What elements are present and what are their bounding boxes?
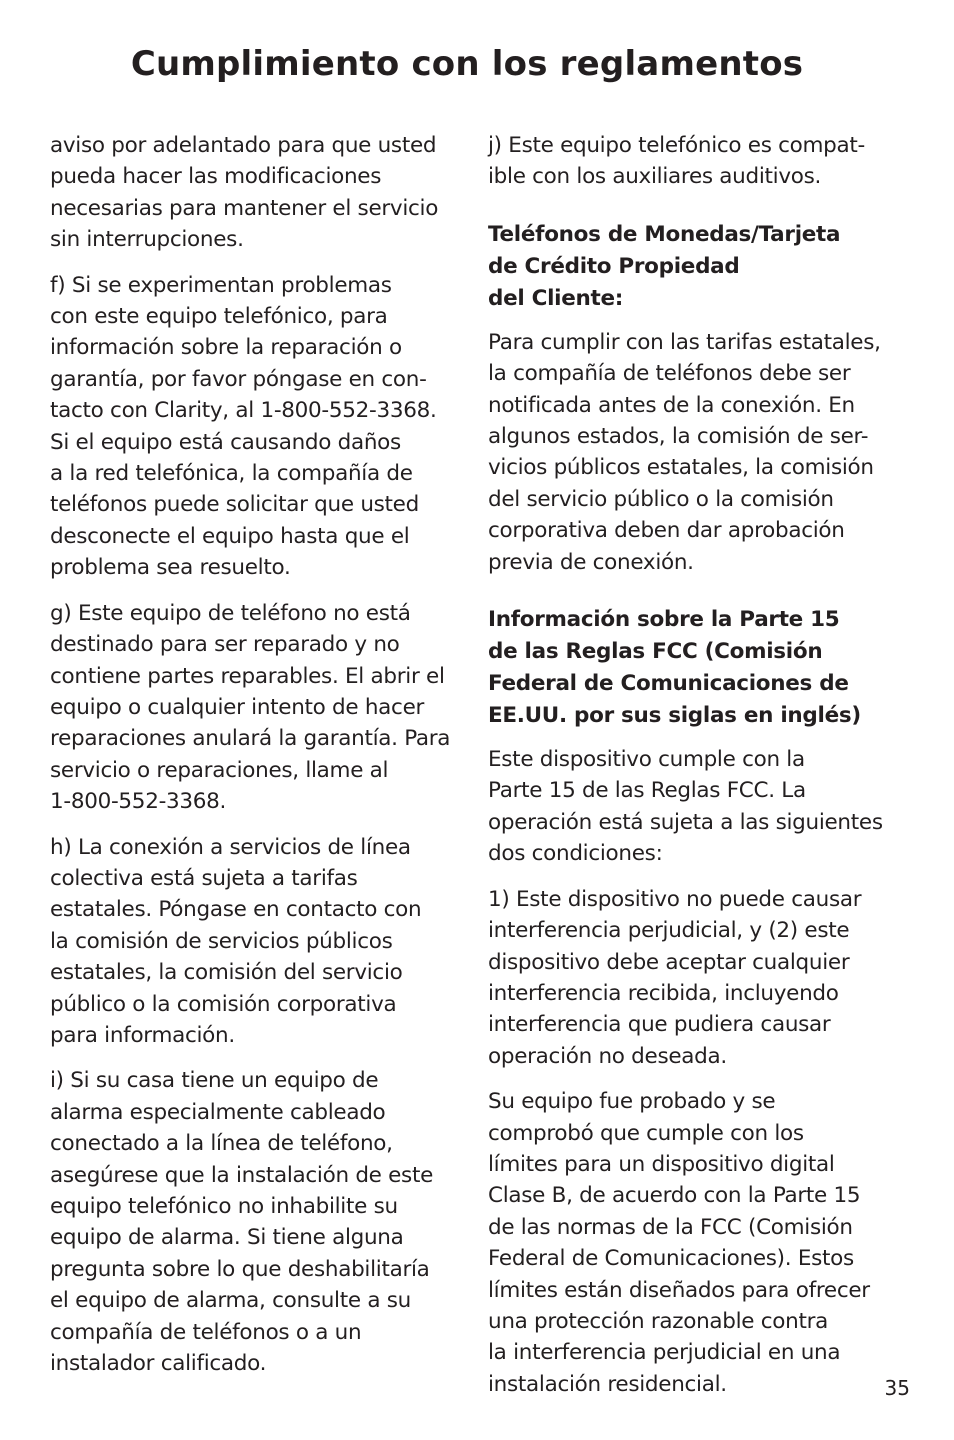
text-line: contiene partes reparables. El abrir el [50,663,445,689]
text-line: Información sobre la Parte 15 [488,607,840,633]
text-line: operación no deseada. [488,1043,727,1069]
paragraph-f-problems [50,270,450,584]
text-line: equipo telefónico no inhabilite su [50,1194,398,1219]
text-line: pregunta sobre lo que deshabilitaría [50,1256,430,1282]
text-line: EE.UU. por sus siglas en inglés) [488,703,861,729]
text-line: de Crédito Propiedad [488,253,740,279]
text-line: Clase B, de acuerdo con la Parte 15 [488,1183,861,1209]
text-line: público o la comisión corporativa [50,991,397,1017]
page-number: 35 [884,1376,910,1400]
text-line: estatales, la comisión del servicio [50,960,403,986]
text-line: Su equipo fue probado y se [488,1089,776,1115]
text-line: 1) Este dispositivo no puede causar [488,886,862,912]
text-line: interferencia que pudiera causar [488,1012,831,1038]
text-line: Teléfonos de Monedas/Tarjeta [488,221,841,247]
text-line: información sobre la reparación o [50,335,402,361]
text-line: Este dispositivo cumple con la [488,747,805,773]
text-line: comprobó que cumple con los [488,1120,804,1146]
text-line: previa de conexión. [488,549,694,575]
paragraph-i-alarm [50,1065,450,1379]
text-line: estatales. Póngase en contacto con [50,897,422,923]
text-line: la interferencia perjudicial en una [488,1340,841,1366]
text-line: problema sea resuelto. [50,555,291,581]
text-line: Para cumplir con las tarifas estatales, [488,329,881,355]
text-line: con este equipo telefónico, para [50,304,388,330]
paragraph-g-repairs [50,598,450,818]
text-line: asegúrese que la instalación de este [50,1162,434,1188]
text-line: a la red telefónica, la compañía de [50,461,413,487]
text-line: interferencia perjudicial, y (2) este [488,918,850,944]
text-line: 1-800-552-3368. [50,789,227,815]
text-line: h) La conexión a servicios de línea [50,834,411,860]
text-line: vicios públicos estatales, la comisión [488,455,874,481]
text-line: instalación residencial. [488,1371,727,1397]
text-line: destinado para ser reparado y no [50,632,400,658]
text-line: Parte 15 de las Reglas FCC. La [488,778,806,804]
text-line: límites están diseñados para ofrecer [488,1277,870,1303]
text-line: una protección razonable contra [488,1308,829,1334]
right-column [488,130,884,1414]
text-line: del servicio público o la comisión [488,486,834,512]
text-line: del Cliente: [488,285,624,311]
paragraph-j-hearing-aid [488,130,884,193]
text-line: algunos estados, la comisión de ser- [488,424,869,450]
text-line: dispositivo debe aceptar cualquier [488,949,850,975]
paragraph-continuation [50,130,450,256]
heading-coin-phones [488,219,884,315]
text-line: necesarias para mantener el servicio [50,195,439,221]
text-line: i) Si su casa tiene un equipo de [50,1068,379,1094]
heading-fcc-part-15 [488,604,884,732]
paragraph-fcc-conditions [488,884,884,1072]
text-line: equipo de alarma. Si tiene alguna [50,1225,404,1251]
text-line: la comisión de servicios públicos [50,928,393,954]
text-line: ible con los auxiliares auditivos. [488,164,822,190]
text-line: sin interrupciones. [50,227,244,253]
page-title: Cumplimiento con los reglamentos [130,44,804,84]
text-line: pueda hacer las modificaciones [50,164,382,190]
text-line: operación está sujeta a las siguientes [488,809,883,835]
text-line: Si el equipo está causando daños [50,429,401,455]
text-line: f) Si se experimentan problemas [50,272,392,298]
text-line: tacto con Clarity, al 1-800-552-3368. [50,398,437,424]
text-line: colectiva está sujeta a tarifas [50,865,358,891]
text-line: servicio o reparaciones, llame al [50,757,389,783]
text-line: Federal de Comunicaciones). Estos [488,1246,854,1272]
text-line: compañía de teléfonos o a un [50,1319,362,1345]
text-line: instalador calificado. [50,1351,267,1377]
text-line: el equipo de alarma, consulte a su [50,1288,411,1314]
text-line: para información. [50,1022,235,1048]
text-line: desconecte el equipo hasta que el [50,523,410,549]
text-line: corporativa deben dar aprobación [488,518,845,544]
paragraph-class-b-limits [488,1086,884,1400]
text-line: j) Este equipo telefónico es compat- [488,133,865,158]
text-line: garantía, por favor póngase en con- [50,366,427,392]
text-line: la compañía de teléfonos debe ser [488,361,851,387]
text-line: equipo o cualquier intento de hacer [50,694,425,720]
text-line: aviso por adelantado para que usted [50,133,437,158]
text-line: notificada antes de la conexión. En [488,392,855,418]
text-line: teléfonos puede solicitar que usted [50,492,419,518]
text-line: límites para un dispositivo digital [488,1151,835,1177]
text-line: de las normas de la FCC (Comisión [488,1214,853,1240]
text-line: Federal de Comunicaciones de [488,671,849,697]
text-line: conectado a la línea de teléfono, [50,1131,393,1157]
text-line: reparaciones anulará la garantía. Para [50,726,451,752]
text-line: g) Este equipo de teléfono no está [50,600,411,626]
paragraph-state-tariffs [488,327,884,578]
text-line: dos condiciones: [488,841,663,867]
text-line: alarma especialmente cableado [50,1099,386,1125]
paragraph-h-party-line [50,832,450,1052]
text-line: interferencia recibida, incluyendo [488,980,839,1006]
paragraph-fcc-compliance [488,744,884,870]
text-line: de las Reglas FCC (Comisión [488,639,823,665]
left-column [50,130,450,1393]
